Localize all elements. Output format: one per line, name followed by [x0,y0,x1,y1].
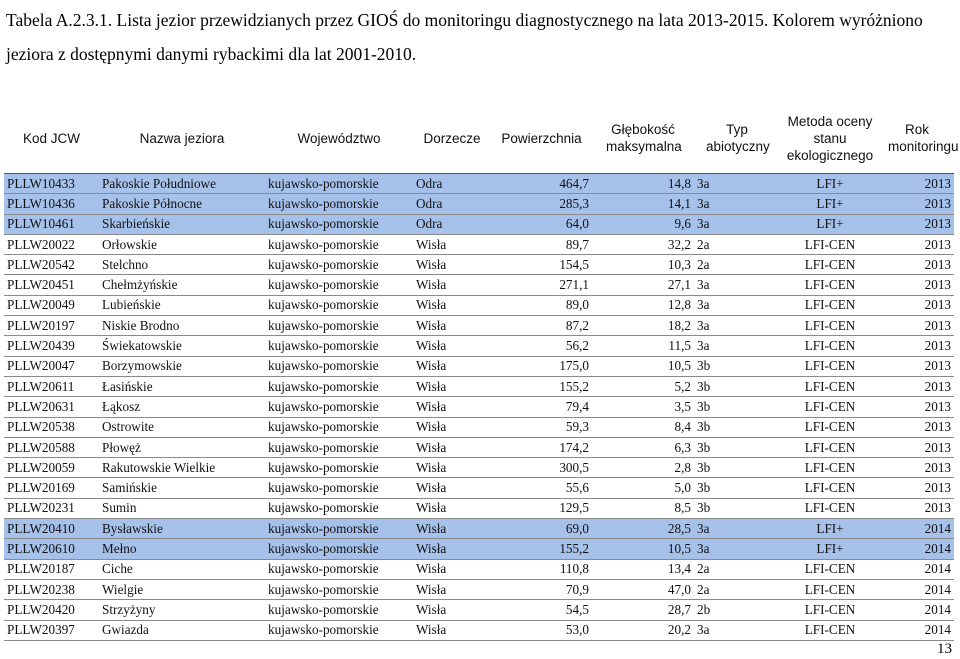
table-row [4,559,954,579]
cell-basin: Wisła [413,295,491,315]
table-row [4,478,954,498]
cell-voivodeship: kujawsko-pomorskie [265,376,413,396]
cell-abiotic-type: 3b [694,437,780,457]
cell-basin: Wisła [413,397,491,417]
cell-voivodeship: kujawsko-pomorskie [265,458,413,478]
table-row [4,600,954,620]
cell-area: 53,0 [491,620,592,640]
table-caption: Tabela A.2.3.1. Lista jezior przewidzianych przez GIOŚ do monitoringu diagnostycznego na lata 2013-2015. Kolorem wyróżniono jeziora z dostępnymi danymi rybackimi dla lat 2001-2010. [6,10,923,64]
cell-monitoring-year: 2013 [880,336,954,356]
cell-monitoring-year: 2014 [880,519,954,539]
cell-abiotic-type: 2a [694,579,780,599]
cell-lake-name: Stelchno [99,255,265,275]
cell-code: PLLW20187 [4,559,99,579]
cell-max-depth: 10,3 [592,255,694,275]
table-row [4,620,954,640]
cell-lake-name: Mełno [99,539,265,559]
cell-voivodeship: kujawsko-pomorskie [265,437,413,457]
cell-area: 271,1 [491,275,592,295]
cell-code: PLLW20611 [4,376,99,396]
table-row [4,437,954,457]
cell-monitoring-year: 2013 [880,437,954,457]
col-header-lake-name: Nazwa jeziora [139,130,225,146]
cell-max-depth: 18,2 [592,316,694,336]
table-body [4,174,954,641]
table-row [4,539,954,559]
table-row [4,356,954,376]
cell-assessment-method: LFI-CEN [780,356,880,376]
cell-monitoring-year: 2013 [880,316,954,336]
cell-area: 56,2 [491,336,592,356]
cell-monitoring-year: 2013 [880,295,954,315]
cell-voivodeship: kujawsko-pomorskie [265,397,413,417]
cell-lake-name: Świekatowskie [99,336,265,356]
cell-lake-name: Orłowskie [99,234,265,254]
cell-code: PLLW20197 [4,316,99,336]
table-row [4,194,954,214]
cell-assessment-method: LFI-CEN [780,498,880,518]
cell-area: 129,5 [491,498,592,518]
cell-code: PLLW20588 [4,437,99,457]
cell-assessment-method: LFI+ [780,214,880,234]
cell-area: 59,3 [491,417,592,437]
cell-max-depth: 28,5 [592,519,694,539]
cell-code: PLLW20439 [4,336,99,356]
cell-voivodeship: kujawsko-pomorskie [265,559,413,579]
cell-assessment-method: LFI-CEN [780,234,880,254]
cell-assessment-method: LFI+ [780,519,880,539]
cell-max-depth: 14,8 [592,174,694,194]
cell-assessment-method: LFI-CEN [780,620,880,640]
cell-lake-name: Strzyżyny [99,600,265,620]
cell-basin: Odra [413,194,491,214]
cell-abiotic-type: 2b [694,600,780,620]
cell-area: 174,2 [491,437,592,457]
table-row [4,579,954,599]
cell-voivodeship: kujawsko-pomorskie [265,478,413,498]
cell-voivodeship: kujawsko-pomorskie [265,417,413,437]
cell-basin: Wisła [413,559,491,579]
cell-code: PLLW20169 [4,478,99,498]
cell-max-depth: 5,2 [592,376,694,396]
col-header-voivodeship: Województwo [297,130,381,146]
cell-abiotic-type: 3a [694,174,780,194]
cell-lake-name: Gwiazda [99,620,265,640]
table-row [4,174,954,194]
cell-abiotic-type: 3a [694,316,780,336]
cell-max-depth: 12,8 [592,295,694,315]
cell-basin: Wisła [413,417,491,437]
cell-assessment-method: LFI-CEN [780,559,880,579]
cell-max-depth: 3,5 [592,397,694,417]
cell-voivodeship: kujawsko-pomorskie [265,579,413,599]
cell-max-depth: 10,5 [592,539,694,559]
cell-assessment-method: LFI-CEN [780,295,880,315]
cell-code: PLLW20542 [4,255,99,275]
cell-abiotic-type: 3a [694,275,780,295]
cell-area: 285,3 [491,194,592,214]
cell-code: PLLW20610 [4,539,99,559]
cell-code: PLLW20397 [4,620,99,640]
cell-area: 64,0 [491,214,592,234]
cell-basin: Wisła [413,579,491,599]
cell-code: PLLW20410 [4,519,99,539]
cell-lake-name: Bysławskie [99,519,265,539]
table-header-row [4,103,954,174]
col-header-monitoring-year: Rok monitoringu [888,122,959,154]
cell-code: PLLW10436 [4,194,99,214]
cell-abiotic-type: 3a [694,214,780,234]
cell-abiotic-type: 3b [694,356,780,376]
cell-code: PLLW20631 [4,397,99,417]
col-header-abiotic-type: Typ abiotyczny [706,122,770,154]
cell-area: 70,9 [491,579,592,599]
cell-lake-name: Łasińskie [99,376,265,396]
cell-assessment-method: LFI-CEN [780,478,880,498]
cell-max-depth: 5,0 [592,478,694,498]
cell-max-depth: 13,4 [592,559,694,579]
cell-assessment-method: LFI-CEN [780,336,880,356]
cell-lake-name: Borzymowskie [99,356,265,376]
col-header-code: Kod JCW [22,130,80,146]
cell-voivodeship: kujawsko-pomorskie [265,539,413,559]
cell-basin: Wisła [413,336,491,356]
cell-lake-name: Płowęż [99,437,265,457]
cell-abiotic-type: 3b [694,397,780,417]
cell-max-depth: 11,5 [592,336,694,356]
cell-monitoring-year: 2014 [880,559,954,579]
cell-basin: Wisła [413,620,491,640]
cell-max-depth: 20,2 [592,620,694,640]
cell-lake-name: Sumin [99,498,265,518]
cell-assessment-method: LFI-CEN [780,417,880,437]
cell-area: 69,0 [491,519,592,539]
cell-basin: Wisła [413,437,491,457]
cell-abiotic-type: 3a [694,539,780,559]
cell-max-depth: 8,5 [592,498,694,518]
cell-voivodeship: kujawsko-pomorskie [265,174,413,194]
cell-assessment-method: LFI-CEN [780,376,880,396]
cell-voivodeship: kujawsko-pomorskie [265,214,413,234]
cell-basin: Wisła [413,519,491,539]
cell-monitoring-year: 2013 [880,397,954,417]
cell-code: PLLW20047 [4,356,99,376]
cell-monitoring-year: 2013 [880,376,954,396]
cell-basin: Wisła [413,255,491,275]
cell-max-depth: 6,3 [592,437,694,457]
cell-area: 89,0 [491,295,592,315]
cell-abiotic-type: 3b [694,478,780,498]
cell-code: PLLW20022 [4,234,99,254]
cell-code: PLLW20420 [4,600,99,620]
lakes-table [4,103,959,641]
table-row [4,275,954,295]
table-row [4,316,954,336]
cell-monitoring-year: 2014 [880,539,954,559]
cell-lake-name: Wielgie [99,579,265,599]
cell-area: 54,5 [491,600,592,620]
cell-basin: Wisła [413,600,491,620]
table-row [4,376,954,396]
table-row [4,255,954,275]
cell-monitoring-year: 2013 [880,498,954,518]
cell-max-depth: 27,1 [592,275,694,295]
cell-monitoring-year: 2013 [880,234,954,254]
cell-voivodeship: kujawsko-pomorskie [265,356,413,376]
cell-code: PLLW20238 [4,579,99,599]
cell-basin: Wisła [413,478,491,498]
cell-monitoring-year: 2013 [880,194,954,214]
cell-lake-name: Niskie Brodno [99,316,265,336]
cell-abiotic-type: 3a [694,620,780,640]
cell-monitoring-year: 2013 [880,417,954,437]
cell-area: 155,2 [491,376,592,396]
cell-code: PLLW20049 [4,295,99,315]
cell-abiotic-type: 3b [694,376,780,396]
cell-assessment-method: LFI+ [780,174,880,194]
cell-max-depth: 14,1 [592,194,694,214]
cell-monitoring-year: 2013 [880,478,954,498]
table-row [4,498,954,518]
cell-voivodeship: kujawsko-pomorskie [265,620,413,640]
cell-max-depth: 47,0 [592,579,694,599]
cell-lake-name: Pakoskie Północne [99,194,265,214]
cell-assessment-method: LFI-CEN [780,579,880,599]
cell-lake-name: Ostrowite [99,417,265,437]
cell-basin: Wisła [413,376,491,396]
cell-max-depth: 28,7 [592,600,694,620]
table-row [4,234,954,254]
cell-abiotic-type: 3b [694,417,780,437]
col-header-max-depth: Głębokość maksymalna [606,122,682,154]
cell-abiotic-type: 2a [694,255,780,275]
cell-abiotic-type: 3b [694,498,780,518]
cell-monitoring-year: 2014 [880,600,954,620]
cell-assessment-method: LFI-CEN [780,397,880,417]
cell-code: PLLW20059 [4,458,99,478]
cell-basin: Odra [413,214,491,234]
cell-lake-name: Lubieńskie [99,295,265,315]
cell-lake-name: Ciche [99,559,265,579]
cell-basin: Odra [413,174,491,194]
cell-assessment-method: LFI-CEN [780,458,880,478]
cell-monitoring-year: 2013 [880,255,954,275]
cell-voivodeship: kujawsko-pomorskie [265,194,413,214]
cell-area: 464,7 [491,174,592,194]
cell-voivodeship: kujawsko-pomorskie [265,336,413,356]
page-number: 13 [937,641,952,657]
cell-area: 154,5 [491,255,592,275]
cell-code: PLLW20451 [4,275,99,295]
col-header-assessment-method: Metoda oceny stanu ekologicznego [786,113,874,163]
cell-voivodeship: kujawsko-pomorskie [265,275,413,295]
cell-area: 87,2 [491,316,592,336]
cell-lake-name: Pakoskie Południowe [99,174,265,194]
cell-area: 79,4 [491,397,592,417]
cell-voivodeship: kujawsko-pomorskie [265,519,413,539]
cell-code: PLLW10433 [4,174,99,194]
cell-monitoring-year: 2013 [880,356,954,376]
cell-area: 89,7 [491,234,592,254]
cell-area: 110,8 [491,559,592,579]
cell-lake-name: Chełmżyńskie [99,275,265,295]
cell-basin: Wisła [413,316,491,336]
cell-assessment-method: LFI-CEN [780,255,880,275]
col-header-area: Powierzchnia [501,130,582,146]
table-row [4,458,954,478]
cell-assessment-method: LFI-CEN [780,600,880,620]
cell-basin: Wisła [413,539,491,559]
cell-monitoring-year: 2014 [880,620,954,640]
cell-monitoring-year: 2013 [880,458,954,478]
cell-lake-name: Łąkosz [99,397,265,417]
cell-abiotic-type: 3a [694,295,780,315]
cell-voivodeship: kujawsko-pomorskie [265,316,413,336]
cell-basin: Wisła [413,458,491,478]
cell-max-depth: 2,8 [592,458,694,478]
cell-abiotic-type: 3a [694,336,780,356]
cell-voivodeship: kujawsko-pomorskie [265,234,413,254]
cell-code: PLLW20538 [4,417,99,437]
cell-code: PLLW20231 [4,498,99,518]
cell-area: 175,0 [491,356,592,376]
cell-voivodeship: kujawsko-pomorskie [265,255,413,275]
cell-abiotic-type: 3a [694,194,780,214]
cell-abiotic-type: 3b [694,458,780,478]
cell-max-depth: 32,2 [592,234,694,254]
cell-area: 300,5 [491,458,592,478]
table-row [4,295,954,315]
cell-code: PLLW10461 [4,214,99,234]
table-row [4,417,954,437]
cell-max-depth: 10,5 [592,356,694,376]
cell-abiotic-type: 2a [694,234,780,254]
cell-basin: Wisła [413,234,491,254]
cell-abiotic-type: 3a [694,519,780,539]
cell-assessment-method: LFI-CEN [780,316,880,336]
cell-monitoring-year: 2013 [880,275,954,295]
cell-assessment-method: LFI+ [780,194,880,214]
cell-lake-name: Samińskie [99,478,265,498]
cell-lake-name: Rakutowskie Wielkie [99,458,265,478]
cell-lake-name: Skarbieńskie [99,214,265,234]
cell-monitoring-year: 2013 [880,174,954,194]
cell-basin: Wisła [413,275,491,295]
cell-area: 55,6 [491,478,592,498]
table-row [4,397,954,417]
cell-basin: Wisła [413,356,491,376]
cell-basin: Wisła [413,498,491,518]
cell-area: 155,2 [491,539,592,559]
cell-abiotic-type: 2a [694,559,780,579]
cell-voivodeship: kujawsko-pomorskie [265,600,413,620]
table-row [4,214,954,234]
cell-voivodeship: kujawsko-pomorskie [265,295,413,315]
table-row [4,519,954,539]
cell-assessment-method: LFI-CEN [780,437,880,457]
cell-voivodeship: kujawsko-pomorskie [265,498,413,518]
col-header-basin: Dorzecze [423,130,481,146]
cell-assessment-method: LFI+ [780,539,880,559]
cell-assessment-method: LFI-CEN [780,275,880,295]
table-row [4,336,954,356]
cell-max-depth: 8,4 [592,417,694,437]
cell-monitoring-year: 2013 [880,214,954,234]
cell-max-depth: 9,6 [592,214,694,234]
cell-monitoring-year: 2014 [880,579,954,599]
